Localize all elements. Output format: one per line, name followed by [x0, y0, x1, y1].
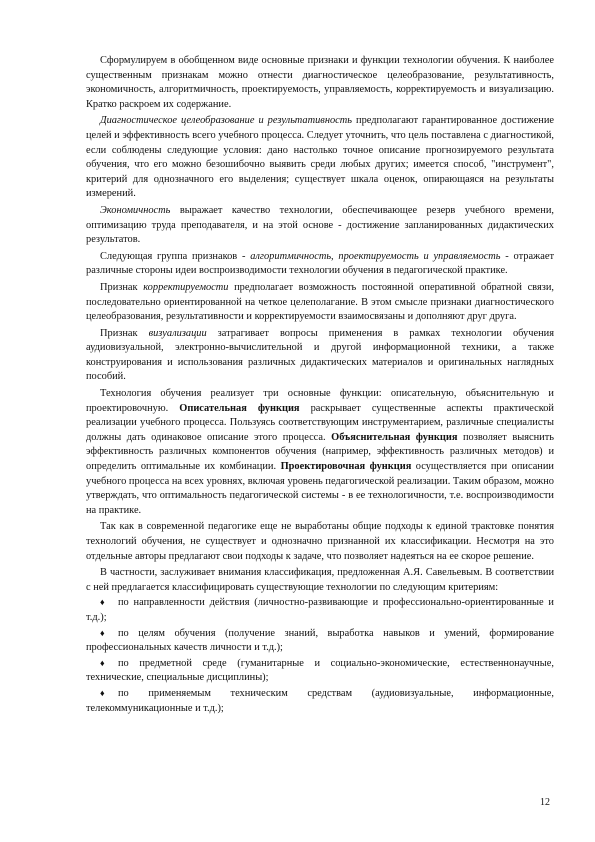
criteria-list: [86, 595, 554, 716]
paragraph-algorithmic-text: - отражает различные стороны идеи воспроизводимости технологии обучения в педагогической практике.: [86, 250, 555, 277]
paragraph-algorithmic: [86, 250, 554, 279]
document-body: [86, 54, 554, 716]
diamond-bullet-icon: ♦: [100, 627, 105, 638]
list-item-text: по направленности действия (личностно-развивающие и профессионально-ориентированные и т.д.);: [86, 597, 554, 623]
term-correction: корректируемости: [143, 281, 229, 293]
paragraph-classification: Так как в современной педагогике еще не выработаны общие подходы к единой трактовке понятия технологий обучения, не существует и однозначно признанной их классификации. Несмотря на это отдельные авторы предлагают свои подходы к задаче, что позволяет надеяться на ее скорое решение.: [86, 521, 554, 562]
list-item: [86, 595, 554, 625]
list-item: [86, 656, 554, 686]
list-item: [86, 626, 554, 656]
list-item-text: по целям обучения (получение знаний, выработка навыков и умений, формирование профессиональных качеств личности и т.д.);: [86, 627, 554, 654]
paragraph-algorithmic-lead: Следующая группа признаков -: [100, 250, 251, 262]
term-visualization: визуализации: [148, 327, 207, 339]
paragraph-correction: [86, 281, 554, 325]
paragraph-functions-text-2: позволяет выяснить эффективность различных компонентов обучения (например, эффективность различных методов) и определить оптимальные их комбинации.: [86, 431, 555, 473]
term-diagnostic: Диагностическое целеобразование и результативность: [100, 115, 353, 127]
diamond-bullet-icon: ♦: [100, 657, 105, 668]
page-number: 12: [540, 797, 550, 808]
paragraph-visualization: [86, 327, 554, 385]
paragraph-intro: Сформулируем в обобщенном виде основные признаки и функции технологии обучения. К наиболее существенным признакам можно отнести диагностическое целеобразование, результативность, экономичность, алгоритмичность, проектируемость, управляемость, корректируемость и визуализацию. Кратко раскроем их содержание.: [86, 55, 554, 110]
term-explanatory-function: Объяснительная функция: [331, 431, 458, 443]
paragraph-visualization-text: затрагивает вопросы применения в рамках технологии обучения аудиовизуальной, электронно-вычислительной и другой информационной техники, а также конструирования и использования различных дидактических материалов и оригинальных наглядных пособий.: [86, 327, 554, 383]
paragraph-functions: [86, 387, 554, 518]
paragraph-correction-text: предполагает возможность постоянной оперативной обратной связи, последовательно ориентированной на четкое целеполагание. В этом смысле признаки диагностического целеобразования, результативности и корректируемости взаимосвязаны и дополняют друг друга.: [86, 281, 554, 323]
paragraph-correction-lead: Признак: [100, 281, 144, 293]
diamond-bullet-icon: ♦: [100, 597, 105, 608]
term-economy: Экономичность: [100, 204, 171, 216]
term-descriptive-function: Описательная функция: [179, 402, 300, 414]
paragraph-functions-text-3: осуществляется при описании учебного процесса на всех уровнях, включая уровень педагогической реализации. Таким образом, можно утверждать, что оптимальность педагогической системы - в ее технологичности, т.е. воспроизводимости на практике.: [86, 461, 554, 516]
list-item-text: по предметной среде (гуманитарные и социально-экономические, естественнонаучные, технические, специальные дисциплины);: [86, 657, 554, 684]
paragraph-visualization-lead: Признак: [100, 327, 149, 339]
paragraph-savelyev: В частности, заслуживает внимания классификация, предложенная А.Я. Савельевым. В соответствии с ней предлагается классифицировать существующие технологии по следующим критериям:: [86, 567, 554, 593]
paragraph-diagnostic-text: предполагают гарантированное достижение целей и эффективность всего учебного процесса. Следует уточнить, что цель поставлена с диагностикой, если соблюдены следующие условия: дано настолько точное описание прогнозируемого результата обучения, что его можно безошибочно выявить среди любых других; имеется способ, "инструмент", критерий для однозначного его выделения; существует шкала оценок, опирающаяся на результаты измерений.: [86, 115, 554, 200]
list-item: [86, 686, 554, 716]
paragraph-functions-text-1: раскрывает существенные аспекты практической реализации учебного процесса. Пользуясь соответствующим инструментарием, различные специалисты должны дать одинаковое описание этого процесса.: [86, 402, 554, 443]
diamond-bullet-icon: ♦: [100, 687, 105, 698]
paragraph-diagnostic: [86, 114, 554, 202]
term-design-function: Проектировочная функция: [280, 461, 412, 473]
list-item-text: по применяемым техническим средствам (аудиовизуальные, информационные, телекоммуникационные и т.д.);: [86, 687, 554, 714]
paragraph-economy: [86, 204, 554, 248]
paragraph-functions-lead: Технология обучения реализует три основные функции: описательную, объяснительную и проектировочную.: [86, 388, 554, 414]
paragraph-economy-text: выражает качество технологии, обеспечивающее резерв учебного времени, оптимизацию труда преподавателя, и на этой основе - достижение запланированных дидактических результатов.: [86, 204, 554, 246]
term-algorithmic: алгоритмичность, проектируемость и управляемость: [250, 250, 501, 262]
